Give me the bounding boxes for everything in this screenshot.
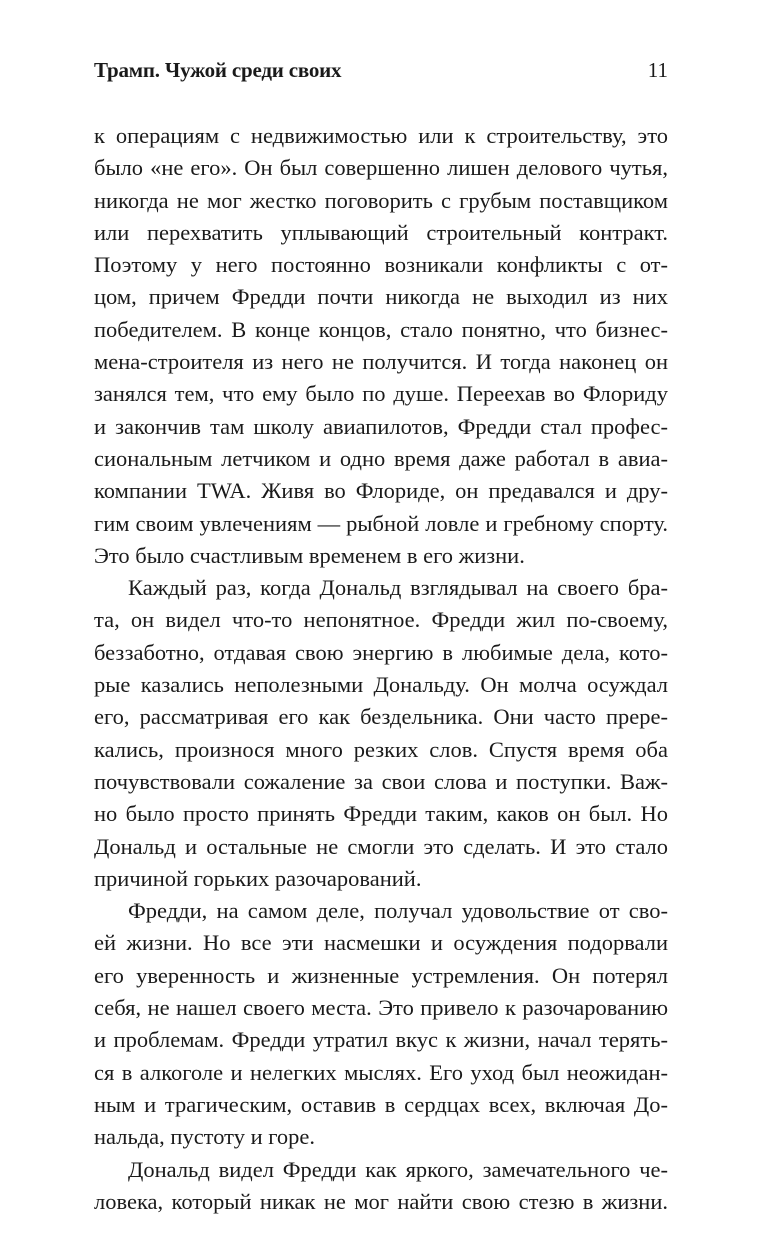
text-line: Фредди, на самом деле, получал удовольствие от сво- [128,898,668,924]
text-line: никогда не мог жестко поговорить с грубым поставщиком [94,187,668,213]
paragraph-3 [94,895,668,1153]
text-line: нальда, пустоту и горе. [94,1124,316,1150]
text-line: сиональным летчиком и одно время даже работал в авиа- [94,445,668,471]
text-line: его уверенность и жизненные устремления. Он потерял [94,962,668,988]
text-line: рые казались неполезными Дональду. Он молча осуждал [94,672,668,698]
text-line: цом, причем Фредди почти никогда не выходил из них [94,284,668,310]
paragraph-2 [94,572,668,895]
text-line: но было просто принять Фредди таким, каков он был. Но [94,801,668,827]
text-line: себя, не нашел своего места. Это привело к разочарованию [94,995,668,1021]
text-line: его, рассматривая его как бездельника. Они часто прере- [94,704,668,730]
text-line: к операциям с недвижимостью или к строительству, это [94,123,668,148]
text-line: ным и трагическим, оставив в сердцах всех, включая До- [94,1091,668,1117]
text-line: Каждый раз, когда Дональд взглядывал на своего бра- [128,575,668,601]
text-line: причиной горьких разочарований. [94,865,422,891]
paragraph-1 [94,120,668,572]
text-line: та, он видел что-то непонятное. Фредди жил по-своему, [94,607,668,633]
text-line: кались, произнося много резких слов. Спустя время оба [94,736,668,762]
text-line: победителем. В конце концов, стало понятно, что бизнес- [94,316,668,342]
text-line: почувствовали сожаление за свои слова и поступки. Важ- [94,768,668,794]
text-line: мена-строителя из него не получится. И тогда наконец он [94,349,668,375]
text-line: занялся тем, что ему было по душе. Переехав во Флориду [94,381,668,407]
running-title: Трамп. Чужой среди своих [94,58,342,82]
text-line: компании TWA. Живя во Флориде, он предавался и дру- [94,478,668,504]
text-line: ся в алкоголе и нелегких мыслях. Его уход был неожидан- [94,1059,668,1085]
text-line: было «не его». Он был совершенно лишен делового чутья, [94,155,668,181]
text-line: ловека, который никак не мог найти свою стезю в жизни. [94,1188,668,1214]
text-line: Это было счастливым временем в его жизни. [94,542,525,568]
text-line: гим своим увлечениям — рыбной ловле и гребному спорту. [94,510,668,536]
text-line: Дональд и остальные не смогли это сделать. И это стало [94,833,668,859]
text-line: и проблемам. Фредди утратил вкус к жизни, начал терять- [94,1027,668,1053]
running-header [94,58,668,88]
page-number: 11 [647,58,668,82]
text-line: Поэтому у него постоянно возникали конфликты с от- [94,252,668,278]
text-line: ей жизни. Но все эти насмешки и осуждения подорвали [94,930,668,956]
text-line: и закончив там школу авиапилотов, Фредди стал профес- [94,413,668,439]
text-line: или перехватить уплывающий строительный контракт. [94,219,668,245]
text-line: Дональд видел Фредди как яркого, замечательного че- [128,1156,668,1182]
paragraph-4 [94,1154,668,1219]
body-text [94,120,668,1218]
text-line: беззаботно, отдавая свою энергию в любимые дела, кото- [94,639,668,665]
